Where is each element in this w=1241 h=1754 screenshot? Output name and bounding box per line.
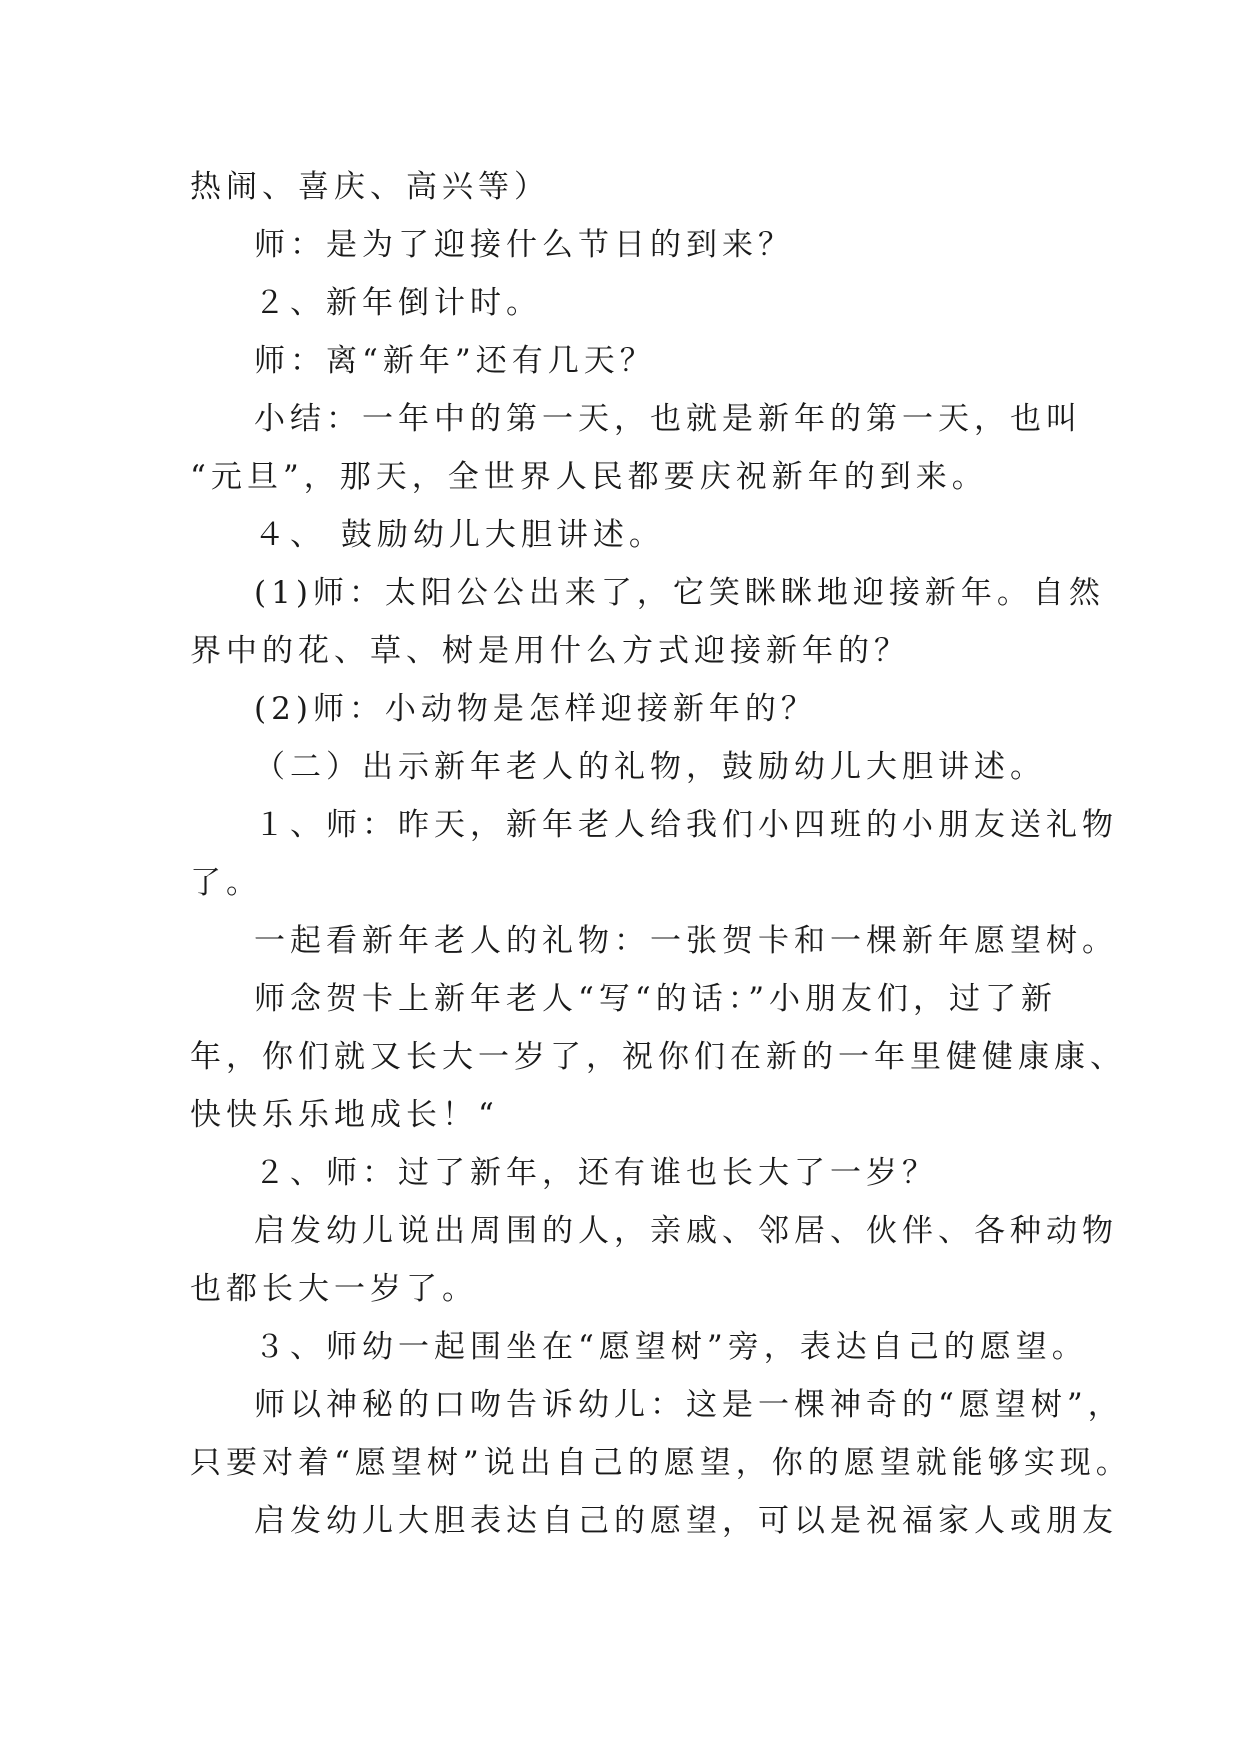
text-line: 师：离“新年”还有几天？ xyxy=(254,343,656,379)
text-line: （二）出示新年老人的礼物，鼓励幼儿大胆讲述。 xyxy=(254,749,1046,785)
text-line: 师念贺卡上新年老人“写“的话：”小朋友们，过了新 xyxy=(254,981,1058,1017)
text-line: ４、 鼓励幼儿大胆讲述。 xyxy=(254,517,665,553)
text-line: “元旦”，那天，全世界人民都要庆祝新年的到来。 xyxy=(190,459,988,495)
text-line: ３、师幼一起围坐在“愿望树”旁，表达自己的愿望。 xyxy=(254,1329,1088,1365)
text-line: 一起看新年老人的礼物：一张贺卡和一棵新年愿望树。 xyxy=(254,923,1118,959)
text-line: 界中的花、草、树是用什么方式迎接新年的？ xyxy=(190,633,910,669)
text-line: (1)师：太阳公公出来了，它笑眯眯地迎接新年。自然 xyxy=(254,575,1105,611)
text-line: 启发幼儿大胆表达自己的愿望，可以是祝福家人或朋友 xyxy=(254,1503,1118,1539)
text-line: 师：是为了迎接什么节日的到来？ xyxy=(254,227,794,263)
text-line: 了。 xyxy=(190,865,262,901)
text-line: ２、师：过了新年，还有谁也长大了一岁？ xyxy=(254,1155,938,1191)
text-line: 热闹、喜庆、高兴等） xyxy=(190,169,550,205)
text-line: 快快乐乐地成长！“ xyxy=(190,1097,499,1133)
text-line: 师以神秘的口吻告诉幼儿：这是一棵神奇的“愿望树”， xyxy=(254,1387,1124,1423)
text-line: 启发幼儿说出周围的人，亲戚、邻居、伙伴、各种动物 xyxy=(254,1213,1118,1249)
text-line: 只要对着“愿望树”说出自己的愿望，你的愿望就能够实现。 xyxy=(190,1445,1132,1481)
text-line: 小结：一年中的第一天，也就是新年的第一天，也叫 xyxy=(254,401,1082,437)
text-line: 年，你们就又长大一岁了，祝你们在新的一年里健健康康、 xyxy=(190,1039,1126,1075)
text-line: (2)师：小动物是怎样迎接新年的？ xyxy=(254,691,817,727)
body-text xyxy=(190,158,1132,1550)
text-line: ２、新年倒计时。 xyxy=(254,285,542,321)
text-line: １、师：昨天，新年老人给我们小四班的小朋友送礼物 xyxy=(254,807,1118,843)
text-line: 也都长大一岁了。 xyxy=(190,1271,478,1307)
